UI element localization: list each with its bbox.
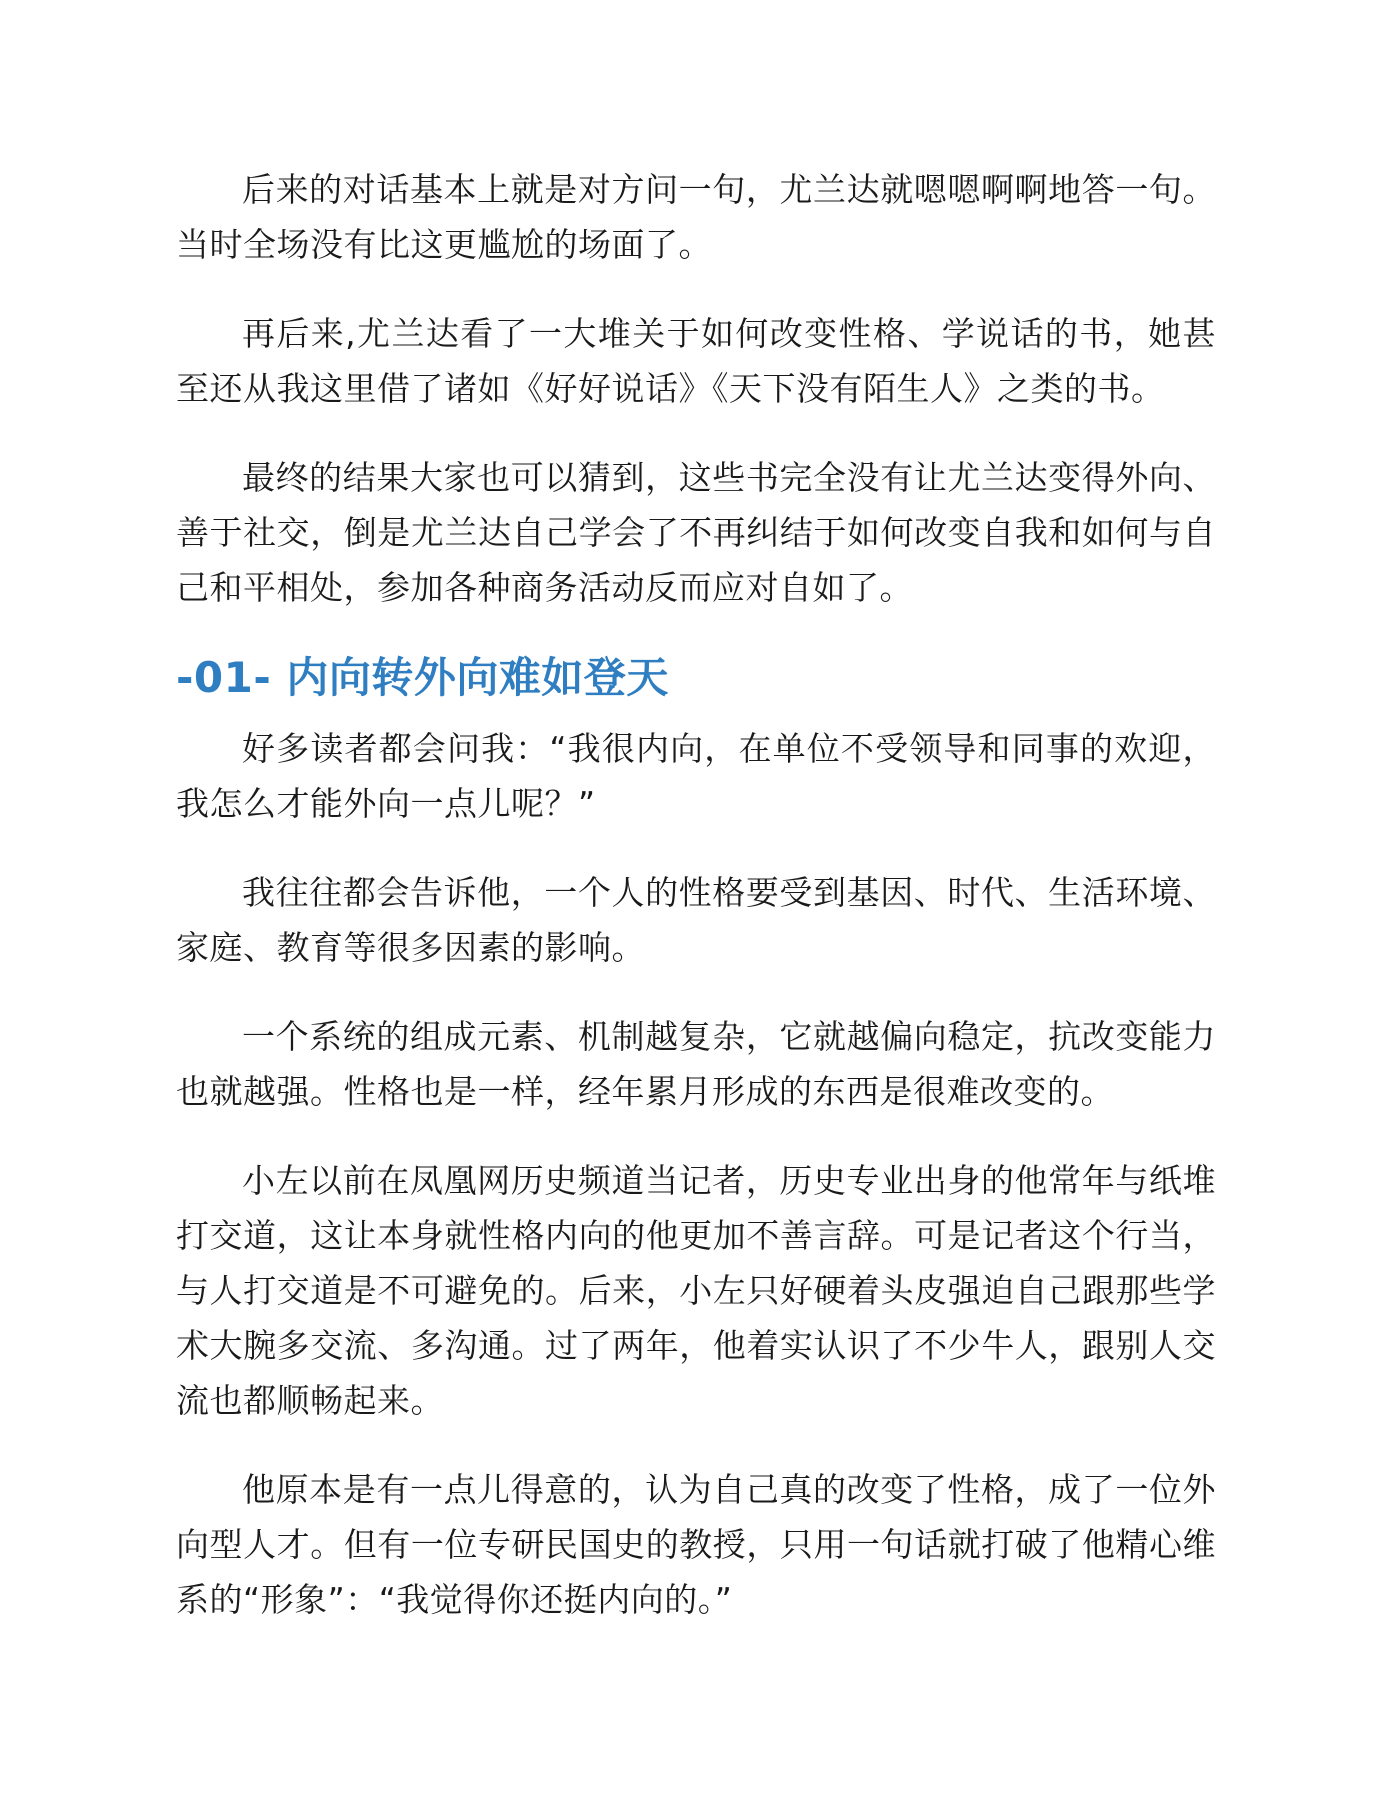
paragraph-5: 我往往都会告诉他，一个人的性格要受到基因、时代、生活环境、家庭、教育等很多因素的影响。 [176, 873, 1216, 967]
paragraph-2: 再后来,尤兰达看了一大堆关于如何改变性格、学说话的书，她甚至还从我这里借了诸如《好好说话》《天下没有陌生人》之类的书。 [176, 314, 1216, 408]
section-heading: -01- 内向转外向难如登天 [176, 653, 669, 702]
paragraph-3: 最终的结果大家也可以猜到，这些书完全没有让尤兰达变得外向、善于社交，倒是尤兰达自己学会了不再纠结于如何改变自我和如何与自己和平相处，参加各种商务活动反而应对自如了。 [176, 458, 1216, 607]
paragraph-8: 他原本是有一点儿得意的，认为自己真的改变了性格，成了一位外向型人才。但有一位专研民国史的教授，只用一句话就打破了他精心维系的“形象”：“我觉得你还挺内向的。” [176, 1470, 1216, 1619]
paragraph-6: 一个系统的组成元素、机制越复杂，它就越偏向稳定，抗改变能力也就越强。性格也是一样，经年累月形成的东西是很难改变的。 [176, 1017, 1216, 1111]
paragraph-7: 小左以前在凤凰网历史频道当记者，历史专业出身的他常年与纸堆打交道，这让本身就性格内向的他更加不善言辞。可是记者这个行当，与人打交道是不可避免的。后来，小左只好硬着头皮强迫自己跟那些学术大腕多交流、多沟通。过了两年，他着实认识了不少牛人，跟别人交流也都顺畅起来。 [176, 1161, 1216, 1420]
paragraph-1: 后来的对话基本上就是对方问一句，尤兰达就嗯嗯啊啊地答一句。当时全场没有比这更尴尬的场面了。 [176, 170, 1216, 264]
paragraph-4: 好多读者都会问我：“我很内向，在单位不受领导和同事的欢迎，我怎么才能外向一点儿呢？” [176, 729, 1216, 823]
document-page [176, 162, 1216, 1661]
